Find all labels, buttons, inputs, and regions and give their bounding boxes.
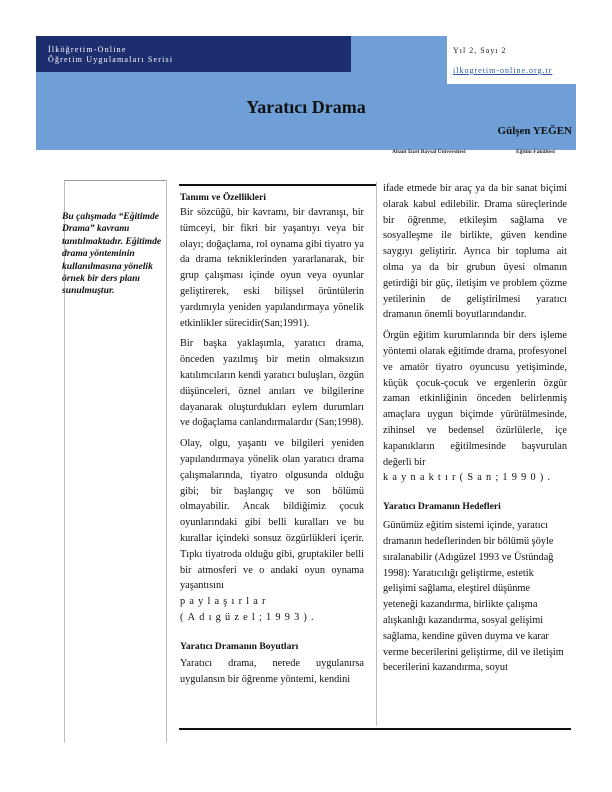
issue-number: Yıl 2, Sayı 2 xyxy=(453,46,507,55)
paragraph: Yaratıcı drama, nerede uygulanırsa uygulansın bir öğrenme yöntemi, kendini xyxy=(180,657,364,685)
series-box xyxy=(36,36,351,72)
author-university: Abant İzzet Baysal Üniversitesi xyxy=(392,149,466,155)
paragraph: Olay, olgu, yaşantı ve bilgileri yeniden yapılandırmaya yönelik olan yaratıcı drama çalışmalarında, tiyatro olgusunda olduğu gibi; bir başlangıç ve son bölümü olmayabilir. Ancak bildiğimiz çocuk oyunlarındaki gibi belli kuralları ve bu kurallar içindeki sonsuz özgürlükleri içerir. Tıpkı tiyatroda olduğu gibi, gruptakiler belli bir atmosferi ve o andaki oyun oynama yaşantısını xyxy=(180,438,364,592)
section-heading-goals: Yaratıcı Dramanın Hedefleri xyxy=(383,501,501,513)
article-title: Yaratıcı Drama xyxy=(246,97,366,117)
text-column-2 xyxy=(383,181,567,681)
issue-box xyxy=(447,36,576,84)
site-name: İlköğretim-Online xyxy=(48,45,127,54)
text-column-1 xyxy=(180,191,364,692)
section-heading-dimensions: Yaratıcı Dramanın Boyutları xyxy=(180,640,299,652)
abstract: Bu çalışmada “Eğitimde Drama” kavramı tanıtılmaktadır. Eğitimde drama yönteminin kullanılmasına yönelik örnek bir ders planı sunulmuştur. xyxy=(62,211,162,297)
paragraph: Bir başka yaklaşımla, yaratıcı drama, önceden yazılmış bir metin olmaksızın katılımcıların kendi yaratıcı buluşları, özgün düşünceleri, öznel anıları ve bilgilerine dayanarak oluşturdukları eylem durumları ve doğaçlama canlandırmalardır (San;1998). xyxy=(180,338,364,429)
page-bottom-rule xyxy=(179,728,571,730)
author-faculty: Eğitim Fakültesi xyxy=(516,149,555,155)
sidebar-right-divider xyxy=(166,180,167,743)
series-name: Öğretim Uygulamaları Serisi xyxy=(48,55,174,64)
site-link[interactable]: ilkogretim-online.org.tr xyxy=(453,66,553,75)
paragraph-end: kaynaktır(San;1990). xyxy=(383,472,555,484)
column-divider xyxy=(376,182,377,726)
sidebar-top-rule xyxy=(64,180,166,181)
column-top-rule xyxy=(179,184,376,186)
paragraph-end: paylaşırlar (Adıgüzel;1993). xyxy=(180,596,318,623)
section-heading-definition: Tanımı ve Özellikleri xyxy=(180,192,266,203)
paragraph: Bir sözcüğü, bir kavramı, bir davranışı, bir tümceyi, bir fikri bir yaşantıyı veya bir olayı; doğaçlama, rol oynama gibi tiyatro ya da drama tekniklerinden yararlanarak, bir grup çalışması içinde oyun veya oyunlar geliştirerek, eski bilişsel örüntülerin yardımıyla yeniden yapılandırmaya yönelik etkinlikler sürecidir(San;1991). xyxy=(180,207,364,329)
article-author: Gülşen YEĞEN xyxy=(497,125,572,137)
paragraph: ifade etmede bir araç ya da bir sanat biçimi olarak kabul edilebilir. Drama süreçlerinde bir öğrenme, etkileşim sağlama ve sosyalleşme ile birlikte, güven kendine saygıyı geliştirir. Ayrıca bir topluma ait olma ya da bir grubun üyesi olmanın getirdiği bir güç, iletişim ve problem çözme yetilerinin de geliştirilmesi yaratıcı dramanın önemli boyutlarındandır. xyxy=(383,183,567,321)
paragraph: Günümüz eğitim sistemi içinde, yaratıcı dramanın hedeflerinden bir bölümü şöyle sıralanabilir (Adıgüzel 1993 ve Üstündağ 1998): Yaratıcılığı geliştirme, estetik gelişimi sağlama, eleştirel düşünme yeteneği kazandırma, birlikte çalışma alışkanlığı kazandırma, sosyal gelişimi sağlama, kendine güven duyma ve karar verme becerilerini geliştirme, dil ve iletişim becerilerini kazandırma, soyut xyxy=(383,520,564,674)
paragraph: Örgün eğitim kurumlarında bir ders işleme yöntemi olarak eğitimde drama, profesyonel ve amatör tiyatro oyuncusu yetişiminde, küçük çocuk-çocuk ve ergenlerin özgür zaman etkinliğinin önceden belirlenmiş amaçlara uygun biçimde yürütülmesinde, zihinsel ve bedensel özürlülerle, içe kapanıkların eğitilmesinde başvurulan değerli bir xyxy=(383,330,567,468)
